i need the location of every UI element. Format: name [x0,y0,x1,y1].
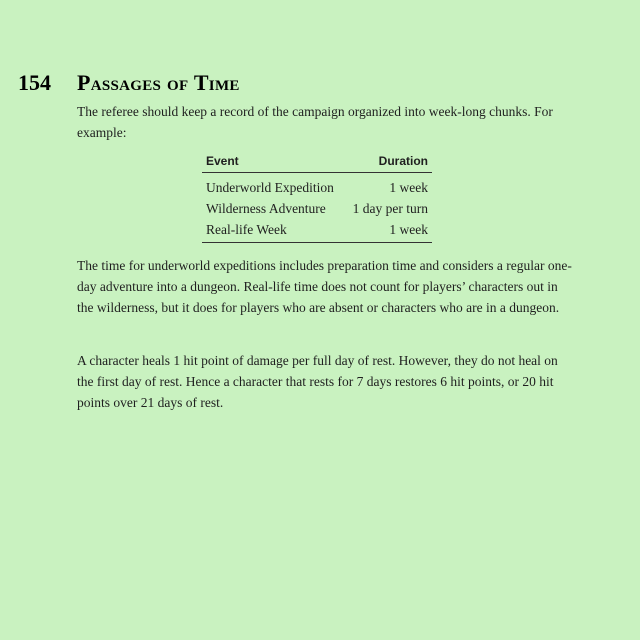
time-paragraph: The time for underworld expeditions includes preparation time and considers a regular one-day adventure into a dungeon. Real-life time does not count for players’ characters out in the wilderness, but it does for players who are absent or characters who are in a dungeon. [77,258,572,315]
section-title: Passages of Time [77,70,240,95]
time-table [202,152,432,243]
intro-paragraph: The referee should keep a record of the campaign organized into week-long chunks. For example: [77,104,553,140]
duration-table [202,152,432,243]
duration-column-header: Duration [346,152,432,173]
event-cell: Wilderness Adventure [206,200,326,216]
duration-cell: 1 week [346,219,432,243]
section-number: 154 [18,70,51,95]
duration-cell: 1 week [389,179,428,195]
event-cell: Real-life Week [202,219,346,243]
event-cell: Underworld Expedition [206,179,334,195]
healing-paragraph: A character heals 1 hit point of damage per full day of rest. However, they do not heal on the first day of rest. Hence a character that rests for 7 days restores 6 hit points, or 20 hit points over 21 days of rest. [77,353,558,410]
event-column-header: Event [202,152,346,173]
table-row [202,219,432,243]
table-header-row [202,152,432,173]
table-row [202,173,432,199]
duration-cell: 1 day per turn [352,200,428,216]
table-row [202,198,432,219]
